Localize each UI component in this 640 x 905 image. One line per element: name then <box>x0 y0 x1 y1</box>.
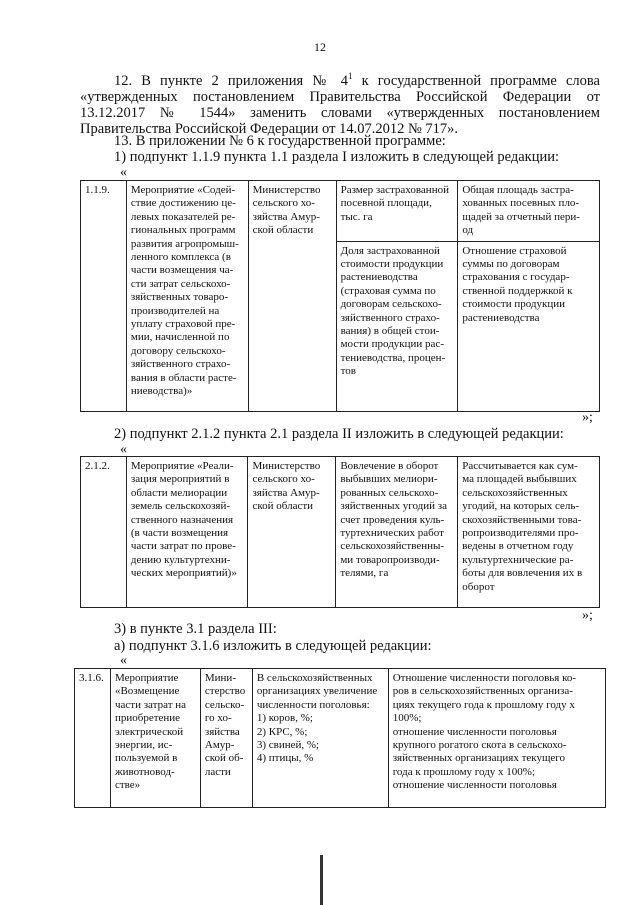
open-quote-3: « <box>120 653 127 668</box>
table-1-indicator-2: Доля застрахованной стоимости продукции растениеводства (страховая сумма по договорам сельскохо- зяйственного страхо- вания) в общей стои- мости продукции рас- тениеводства, процен- тов <box>340 244 446 378</box>
table-3-num: 3.1.6. <box>79 672 104 684</box>
table-1-num: 1.1.9. <box>85 184 110 196</box>
table-3-indicator: В сельскохозяйственных организациях увеличение численности поголовья: 1) коров, %; 2) КРС, %; 3) свиней, %; 4) птицы, % <box>256 672 378 765</box>
table-1-1-9 <box>80 180 600 412</box>
table-2-num: 2.1.2. <box>85 460 110 472</box>
close-quote-2: »; <box>582 608 593 623</box>
table-2-method: Рассчитывается как сум- ма площадей выбывших сельскохозяйственных угодий, на которых сель- скохозяйственными това- ропроизводителями про- ведены в отчетном году культуртехнические ра- боты для вовлечения их в оборот <box>462 460 583 593</box>
table-1-indicator-1: Размер застрахованной посевной площади, тыс. га <box>340 184 449 223</box>
page-number: 12 <box>314 40 326 54</box>
item-12-paragraph <box>80 68 600 137</box>
open-quote-1: « <box>120 165 127 180</box>
table-1-method-1: Общая площадь застра- хованных посевных пло- щадей за отчетный пери- од <box>462 184 580 237</box>
close-quote-1: »; <box>582 410 593 425</box>
table-2-1-2 <box>80 456 600 608</box>
subitem-3-text: 3) в пункте 3.1 раздела III: <box>114 621 277 637</box>
subitem-2-text: 2) подпункт 2.1.2 пункта 2.1 раздела II изложить в следующей редакции: <box>114 426 564 442</box>
item-12-rest: к государственной программе слова «утвержденных постановлением Правительства Российской Федерации от 13.12.2017 № 1544» заменить словами «утвержденных постановлением Правительства Российской Федерации от 14.07.2012 № 717». <box>80 72 600 137</box>
table-1-ministry: Министерство сельского хо- зяйства Амур- ской области <box>252 184 321 237</box>
binding-mark <box>320 855 323 905</box>
table-3-1-6 <box>74 668 606 808</box>
table-3-ministry: Мини- стерство сельско- го хо- зяйства Амур- ской об- ласти <box>204 672 246 778</box>
item-12-prefix: 12. В пункте 2 приложения № 4 <box>114 72 348 89</box>
item-13-heading: 13. В приложении № 6 к государственной программе: <box>114 133 446 149</box>
open-quote-2: « <box>120 442 127 457</box>
table-3-measure: Мероприятие «Возмещение части затрат на приобретение электрической энергии, ис- пользуемой в животновод- стве» <box>114 672 187 792</box>
table-3-method: Отношение численности поголовья ко- ров в сельскохозяйственных организа- циях текущего года к прошлому году х 100%; отношение численности поголовья крупного рогатого скота в сельскохо- зяйственных организациях текущего года к прошлому году х 100%; отношение численности поголовья <box>392 672 577 792</box>
table-1-method-2: Отношение страховой суммы по договорам страхования с государ- ственной поддержкой к стоимости продукции растениеводства <box>462 244 573 324</box>
table-2-ministry: Министерство сельского хо- зяйства Амур- ской области <box>252 460 321 513</box>
subitem-1-text: 1) подпункт 1.1.9 пункта 1.1 раздела I изложить в следующей редакции: <box>114 149 560 165</box>
table-2-indicator: Вовлечение в оборот выбывших мелиори- рованных сельскохо- зяйственных угодий за счет проведения куль- туртехнических работ сельскохозяйственны- ми товаропроизводи- телями, га <box>340 460 448 580</box>
table-2-measure: Мероприятие «Реали- зация мероприятий в области мелиорации земель сельскохозяй- ственного назначения (в части возмещения части затрат по прове- дению культуртехни- ческих мероприятий)» <box>130 460 237 580</box>
table-1-measure: Мероприятие «Содей- ствие достижению це- левых показателей ре- гиональных программ развития агропромыш- ленного комплекса (в части возмещения ча- сти затрат сельскохо- зяйственных товаро- производителей на уплату страховой пре- мии, начисленной по договору сельскохо- зяйственного страхо- вания в области расте- ниеводства)» <box>130 184 239 398</box>
item-12-superscript: 1 <box>347 71 353 81</box>
subitem-3a-text: а) подпункт 3.1.6 изложить в следующей редакции: <box>114 638 432 654</box>
